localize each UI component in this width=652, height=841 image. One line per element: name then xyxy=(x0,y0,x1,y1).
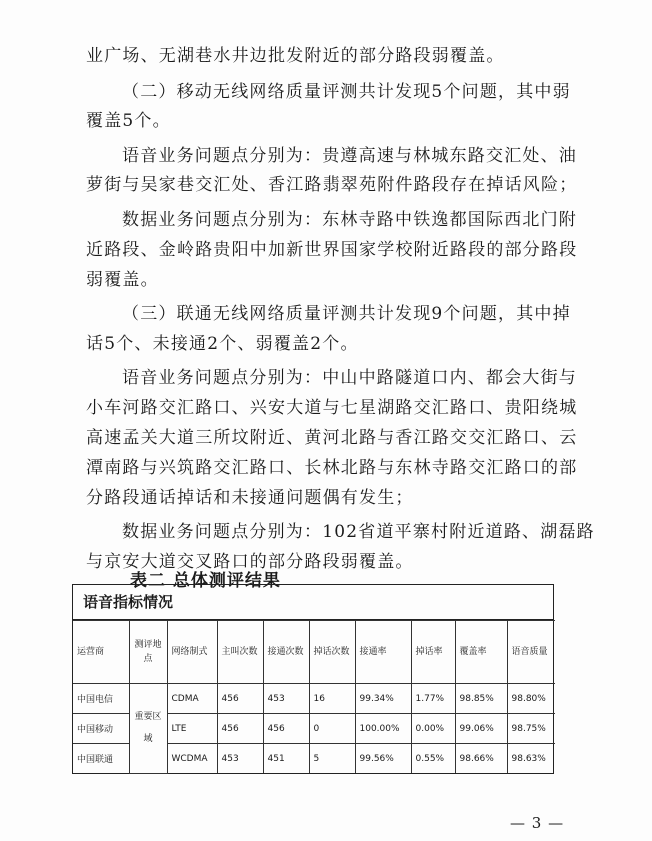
header-cell: 运营商 xyxy=(73,621,129,684)
drop-rate-cell: 0.55% xyxy=(411,744,455,774)
paragraph-line: 潭南路与兴筑路交汇路口、长林北路与东林寺路交汇路口的部 xyxy=(86,458,578,478)
network-cell: LTE xyxy=(167,714,217,744)
paragraph-line: 高速孟关大道三所坟附近、黄河北路与香江路交交汇路口、云 xyxy=(86,428,578,448)
table-header-row xyxy=(73,621,555,684)
table-title: 语音指标情况 xyxy=(73,585,553,620)
header-cell: 覆盖率 xyxy=(455,621,507,684)
calls-cell: 456 xyxy=(217,684,263,714)
quality-cell: 98.80% xyxy=(507,684,555,714)
header-cell: 掉话次数 xyxy=(309,621,355,684)
results-table xyxy=(72,584,554,774)
connected-cell: 453 xyxy=(263,684,309,714)
dropped-cell: 16 xyxy=(309,684,355,714)
drop-rate-cell: 1.77% xyxy=(411,684,455,714)
operator-cell: 中国联通 xyxy=(73,744,129,774)
quality-cell: 98.63% xyxy=(507,744,555,774)
coverage-cell: 98.66% xyxy=(455,744,507,774)
drop-rate-cell: 0.00% xyxy=(411,714,455,744)
paragraph-line: 业广场、无湖巷水井边批发附近的部分路段弱覆盖。 xyxy=(86,46,505,66)
dropped-cell: 5 xyxy=(309,744,355,774)
table-caption: 表二 总体测评结果 xyxy=(130,571,281,591)
coverage-cell: 99.06% xyxy=(455,714,507,744)
header-cell: 语音质量 xyxy=(507,621,555,684)
connect-rate-cell: 99.34% xyxy=(355,684,411,714)
connect-rate-cell: 100.00% xyxy=(355,714,411,744)
paragraph-line: （二）移动无线网络质量评测共计发现5个问题，其中弱 xyxy=(122,82,571,102)
connected-cell: 456 xyxy=(263,714,309,744)
operator-cell: 中国电信 xyxy=(73,684,129,714)
paragraph-line: 弱覆盖。 xyxy=(86,270,159,290)
page-number: — 3 — xyxy=(510,814,565,832)
paragraph-line: 小车河路交汇路口、兴安大道与七星湖路交汇路口、贵阳绕城 xyxy=(86,398,578,418)
paragraph-line: 数据业务问题点分别为：102省道平寨村附近道路、湖磊路 xyxy=(122,522,595,542)
connected-cell: 451 xyxy=(263,744,309,774)
paragraph-line: 覆盖5个。 xyxy=(86,111,171,131)
location-cell: 重要区域 xyxy=(129,684,167,774)
paragraph-line: 数据业务问题点分别为：东林寺路中铁逸都国际西北门附 xyxy=(122,210,577,230)
paragraph-line: （三）联通无线网络质量评测共计发现9个问题，其中掉 xyxy=(122,304,571,324)
paragraph-line: 语音业务问题点分别为：贵遵高速与林城东路交汇处、油 xyxy=(122,146,577,166)
coverage-cell: 98.85% xyxy=(455,684,507,714)
network-cell: CDMA xyxy=(167,684,217,714)
paragraph-line: 近路段、金岭路贵阳中加新世界国家学校附近路段的部分路段 xyxy=(86,240,578,260)
paragraph-line: 语音业务问题点分别为：中山中路隧道口内、都会大街与 xyxy=(122,368,577,388)
table-row xyxy=(73,684,555,714)
dropped-cell: 0 xyxy=(309,714,355,744)
header-cell: 测评地点 xyxy=(129,621,167,684)
calls-cell: 453 xyxy=(217,744,263,774)
quality-cell: 98.75% xyxy=(507,714,555,744)
connect-rate-cell: 99.56% xyxy=(355,744,411,774)
header-cell: 掉话率 xyxy=(411,621,455,684)
paragraph-line: 话5个、未接通2个、弱覆盖2个。 xyxy=(86,334,359,354)
header-cell: 接通率 xyxy=(355,621,411,684)
operator-cell: 中国移动 xyxy=(73,714,129,744)
paragraph-line: 与京安大道交叉路口的部分路段弱覆盖。 xyxy=(86,552,414,572)
header-cell: 主叫次数 xyxy=(217,621,263,684)
header-cell: 网络制式 xyxy=(167,621,217,684)
voice-metrics-table xyxy=(73,620,555,774)
paragraph-line: 萝街与吴家巷交汇处、香江路翡翠苑附件路段存在掉话风险； xyxy=(86,175,578,195)
calls-cell: 456 xyxy=(217,714,263,744)
paragraph-line: 分路段通话掉话和未接通问题偶有发生； xyxy=(86,488,414,508)
network-cell: WCDMA xyxy=(167,744,217,774)
header-cell: 接通次数 xyxy=(263,621,309,684)
